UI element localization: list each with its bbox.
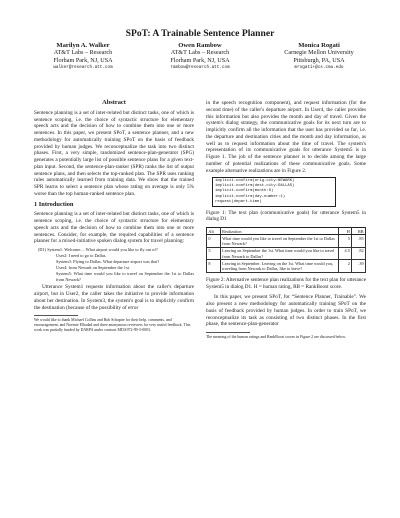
section-heading-introduction: 1 Introduction	[34, 200, 74, 208]
alternatives-table	[206, 227, 366, 273]
author-location: Pittsburgh, PA, USA	[293, 56, 345, 64]
author-affiliation: AT&T Labs – Research	[170, 49, 230, 57]
table-cell: .39	[352, 260, 366, 273]
table-cell: 5	[207, 247, 221, 260]
dialog-turn: System5: What time would you like to travel on September the 1st to Dallas from Newark?	[56, 270, 195, 282]
author-block-1	[28, 42, 138, 72]
author-name: Owen Rambow	[178, 42, 222, 49]
intro-paragraph-1: Sentence planning is a set of inter-related but distinct tasks, one of which is sentence scoping, i.e. the choice of syntactic structure for elementary speech acts and the decision of how to combine them into one or more sentences. Consider, for example, the required capabilities of a sentence planner for a mixed-initiative spoken dialog system for travel planning:	[34, 211, 194, 245]
left-column	[34, 100, 194, 333]
author-affiliation: Carnegie Mellon University	[284, 49, 354, 57]
author-block-3	[262, 42, 376, 72]
text-plan-line: request(depart-time)	[215, 199, 262, 204]
dialog-turn: (D1) System1: Welcome.... What airport would you like to fly out of?	[38, 247, 158, 252]
footnote-2: The meaning of the human ratings and RankBoost scores in Figure 2 are discussed below.	[206, 335, 346, 340]
table-header: RB	[352, 227, 366, 234]
author-email: walker@research.att.com	[53, 65, 113, 71]
footnote-rule	[34, 315, 78, 316]
dialog-turn: User2: I need to go to Dallas.	[56, 252, 107, 258]
footnote-1: We would like to thank Michael Collins and Rob Schapire for their help, comments, and encouragement, and Noemie Elhadad and three anonymous reviewers for very useful feedback. This work was partially funded by DARPA under contract MDA972-99-3-0003.	[34, 318, 191, 333]
table-cell: Leaving on September the 1st. What time would you like to travel from Newark to Dallas?	[220, 247, 339, 260]
table-row	[207, 260, 366, 273]
abstract-text: Sentence planning is a set of inter-related but distinct tasks, one of which is sentence scoping, i.e. the choice of syntactic structure for elementary speech acts and the decision of how to combine them into one or more sentences. In this paper, we present SPoT, a sentence planner, and a new methodology for automatically training SPoT on the basis of feedback provided by human judges. We reconceptualize the task into two distinct phases. First, a very simple, randomized sentence-plan-generator (SPG) generates a potentially large list of possible sentence plans for a given text-plan input. Second, the sentence-plan-ranker (SPR) ranks the list of output sentence plans, and then selects the top-ranked plan. The SPR uses ranking rules automatically learned from training data. We show that the trained SPR learns to select a sentence plan whose rating on average is only 5% worse than the top human-ranked sentence plan.	[34, 109, 194, 197]
table-header: Alt	[207, 227, 221, 234]
table-cell: What time would you like to travel on September the 1st to Dallas from Newark?	[220, 235, 339, 248]
right-paragraph-1: in the speech recognition component), and request information (for the second time) of the caller's departure airport. In User4, the caller provides this information but also provides the month and day of travel. Given the system's dialog strategy, the communicative goals for its next turn are to implicitly confirm all the information that the user has provided so far, i.e. the departure and destination cities and the month and day information, as well as to request information about the time of travel. The system's representation of its communicative goals for utterance System5 is in Figure 1. The job of the sentence planner is to decide among the large number of potential realizations of these communicative goals. Some example alternative realizations are in Figure 2.	[206, 100, 366, 174]
table-header-row	[207, 227, 366, 234]
footnote-rule	[206, 332, 250, 333]
table-row	[207, 247, 366, 260]
table-cell: .85	[352, 235, 366, 248]
table-cell: Leaving in September. Leaving on the 1st. What time would you, traveling from Newark to Dallas, like to leave?	[220, 260, 339, 273]
author-name: Marilyn A. Walker	[56, 42, 110, 49]
table-cell: 2	[339, 260, 352, 273]
text-plan-line: implicit-confirm(dest-city:DALLAS)	[215, 184, 295, 189]
right-paragraph-2: In this paper, we present SPoT, for “Sentence Planner, Trainable”. We also present a new methodology for automatically training SPoT on the basis of feedback provided by human judges. In order to train SPoT, we reconceptualize its task as consisting of two distinct phases. In the first phase, the sentence-plan-generator	[206, 294, 366, 328]
author-location: Florham Park, NJ, USA	[53, 56, 113, 64]
figure-2-caption: Figure 2: Alternative sentence plan realizations for the text plan for utterance System5 in dialog D1. H = human rating, RB = RankBoost score.	[206, 277, 366, 290]
paper-title: SPoT: A Trainable Sentence Planner	[125, 28, 275, 39]
right-column	[206, 100, 366, 340]
author-name: Monica Rogati	[298, 42, 340, 49]
example-dialog	[34, 247, 194, 282]
author-affiliation: AT&T Labs – Research	[53, 49, 113, 57]
table-cell: 5	[339, 235, 352, 248]
table-cell: 4.5	[339, 247, 352, 260]
figure-1-caption: Figure 1: The text plan (communicative goals) for utterance System5 in dialog D1	[206, 209, 366, 223]
text-plan-box	[212, 177, 336, 206]
table-cell: 0	[207, 235, 221, 248]
table-row	[207, 235, 366, 248]
table-cell: 8	[207, 260, 221, 273]
author-email: rambow@research.att.com	[170, 65, 230, 71]
table-header: H	[339, 227, 352, 234]
dialog-turn: System3: Flying to Dallas. What departure airport was that?	[56, 258, 160, 264]
dialog-turn: User4: from Newark on September the 1st.	[56, 264, 130, 270]
intro-paragraph-2: Utterance System1 requests information about the caller's departure airport, but in User2, the caller takes the initiative to provide information about her destination. In System3, the system's goal is to implicitly confirm the destination (because of the possibility of error	[34, 284, 194, 311]
author-block-2	[146, 42, 254, 72]
author-email: mrogati+@cs.cmu.edu	[294, 65, 344, 71]
table-cell: .82	[352, 247, 366, 260]
abstract-heading: Abstract	[102, 99, 126, 106]
table-header: Realization	[220, 227, 339, 234]
text-plan-line: implicit-confirm(day-number:1)	[215, 194, 286, 199]
text-plan-line: implicit-confirm(orig-city:NEWARK)	[215, 179, 295, 184]
text-plan-line: implicit-confirm(month:9)	[215, 189, 274, 194]
author-location: Florham Park, NJ, USA	[170, 56, 230, 64]
